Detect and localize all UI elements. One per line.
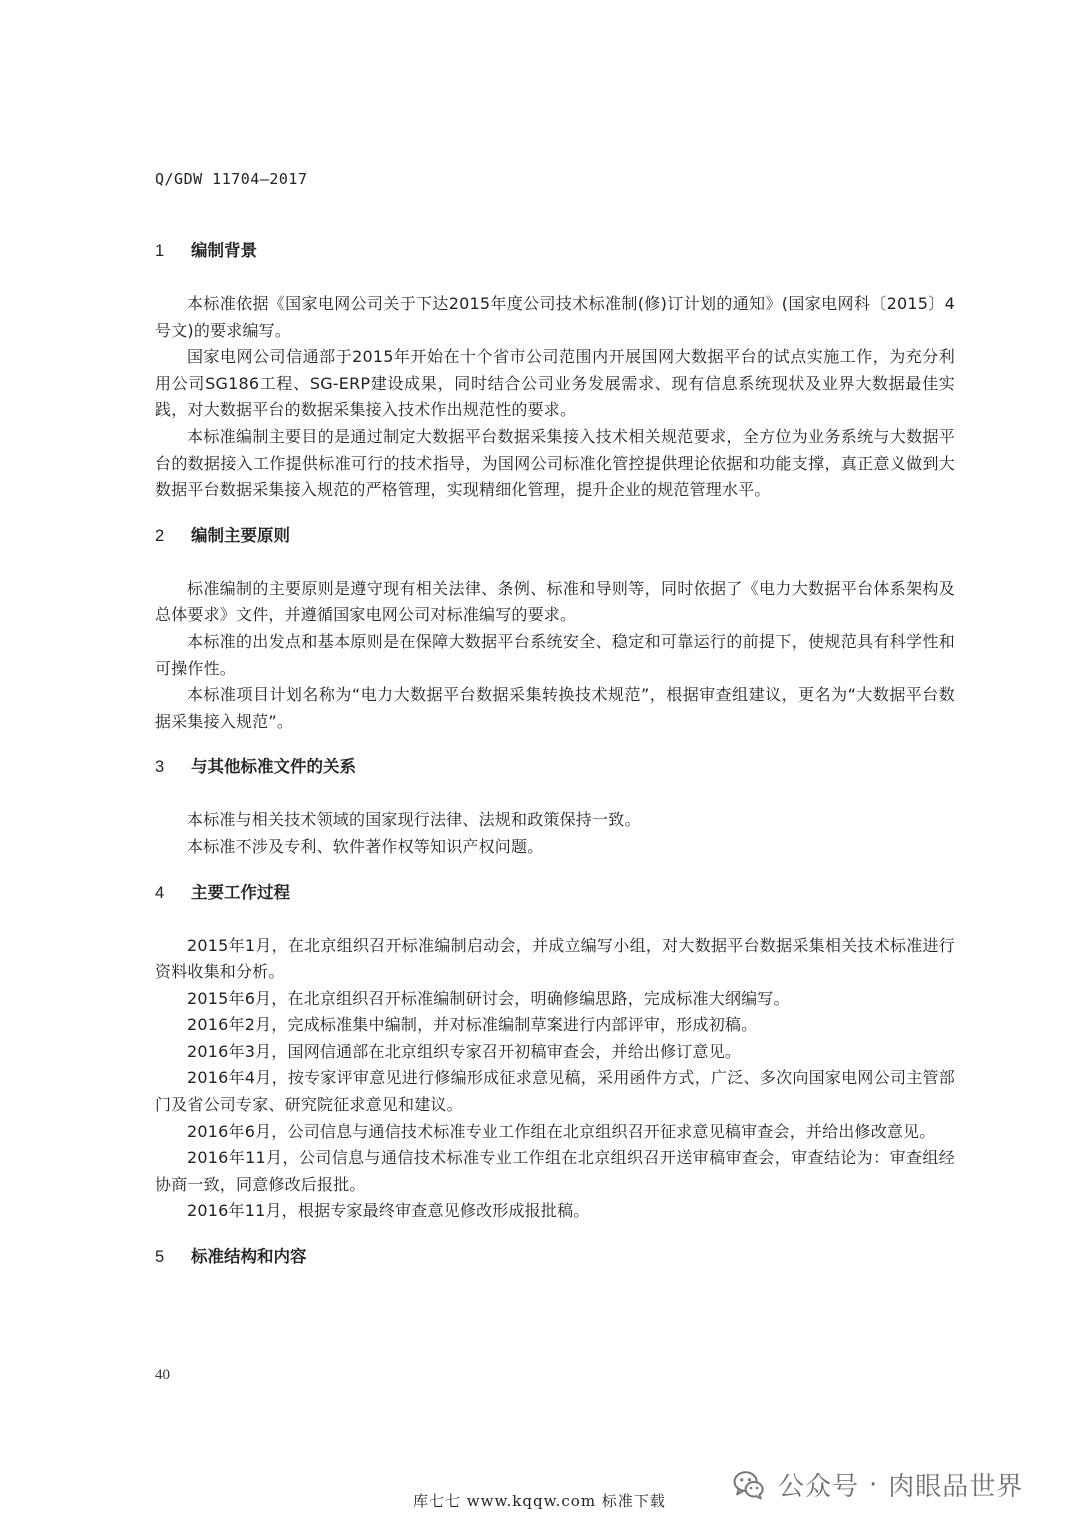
section-number: 2 xyxy=(155,526,165,545)
watermark-separator: · xyxy=(869,1469,879,1500)
document-code: Q/GDW 11704—2017 xyxy=(155,170,308,188)
section-heading xyxy=(155,879,955,907)
section-3 xyxy=(155,753,955,860)
section-title: 主要工作过程 xyxy=(191,882,290,902)
section-4 xyxy=(155,879,955,1226)
watermark-account: 肉眼品世界 xyxy=(888,1472,1024,1502)
section-5 xyxy=(155,1243,955,1271)
watermark-label: 公众号 xyxy=(778,1472,860,1502)
section-heading xyxy=(155,237,955,265)
section-number: 3 xyxy=(155,758,165,777)
paragraph: 本标准依据《国家电网公司关于下达2015年度公司技术标准制(修)订计划的通知》(国家电网科〔2015〕4号文)的要求编写。 xyxy=(155,294,955,340)
section-number: 1 xyxy=(155,242,165,260)
section-title: 编制背景 xyxy=(191,241,257,260)
section-number: 5 xyxy=(155,1248,165,1267)
wechat-watermark xyxy=(732,1466,1023,1503)
document-body xyxy=(155,237,955,1297)
page-number: 40 xyxy=(155,1367,170,1383)
section-title: 与其他标准文件的关系 xyxy=(191,757,356,777)
paragraph: 本标准的出发点和基本原则是在保障大数据平台系统安全、稳定和可靠运行的前提下，使规范具有科学性和可操作性。 xyxy=(155,631,955,678)
paragraph: 2015年6月，在北京组织召开标准编制研讨会，明确修编思路，完成标准大纲编写。 xyxy=(187,988,790,1008)
section-heading xyxy=(155,522,955,550)
paragraph: 本标准不涉及专利、软件著作权等知识产权问题。 xyxy=(187,836,544,856)
section-heading xyxy=(155,753,955,781)
paragraph: 本标准与相关技术领域的国家现行法律、法规和政策保持一致。 xyxy=(187,810,641,830)
section-2 xyxy=(155,522,955,736)
footer-site-text: 库七七 www.kqqw.com 标准下载 xyxy=(413,1492,666,1510)
paragraph: 2016年2月，完成标准集中编制，并对标准编制草案进行内部评审，形成初稿。 xyxy=(187,1015,758,1035)
section-title: 标准结构和内容 xyxy=(191,1247,307,1267)
paragraph: 2016年11月，根据专家最终审查意见修改形成报批稿。 xyxy=(187,1201,590,1221)
paragraph: 本标准项目计划名称为“电力大数据平台数据采集转换技术规范”，根据审查组建议，更名为“大数据平台数据采集接入规范”。 xyxy=(155,685,955,731)
paragraph: 2016年6月，公司信息与通信技术标准专业工作组在北京组织召开征求意见稿审查会，并给出修改意见。 xyxy=(187,1121,936,1141)
wechat-icon xyxy=(732,1468,766,1502)
section-number: 4 xyxy=(155,883,165,902)
section-heading xyxy=(155,1243,955,1271)
paragraph: 国家电网公司信通部于2015年开始在十个省市公司范围内开展国网大数据平台的试点实施工作，为充分利用公司SG186工程、SG-ERP建设成果，同时结合公司业务发展需求、现有信息系统现状及业界大数据最佳实践，对大数据平台的数据采集接入技术作出规范性的要求。 xyxy=(155,347,955,420)
section-title: 编制主要原则 xyxy=(191,525,290,545)
section-1 xyxy=(155,237,955,504)
paragraph: 2016年11月，公司信息与通信技术标准专业工作组在北京组织召开送审稿审查会，审查结论为：审查组经协商一致，同意修改后报批。 xyxy=(155,1148,955,1194)
paragraph: 本标准编制主要目的是通过制定大数据平台数据采集接入技术相关规范要求，全方位为业务系统与大数据平台的数据接入工作提供标准可行的技术指导，为国网公司标准化管控提供理论依据和功能支撑，真正意义做到大数据平台数据采集接入规范的严格管理，实现精细化管理，提升企业的规范管理水平。 xyxy=(155,426,955,500)
paragraph: 2015年1月，在北京组织召开标准编制启动会，并成立编写小组，对大数据平台数据采集相关技术标准进行资料收集和分析。 xyxy=(155,935,955,982)
paragraph: 2016年3月，国网信通部在北京组织专家召开初稿审查会，并给出修订意见。 xyxy=(187,1041,742,1061)
paragraph: 2016年4月，按专家评审意见进行修编形成征求意见稿，采用函件方式，广泛、多次向国家电网公司主管部门及省公司专家、研究院征求意见和建议。 xyxy=(155,1068,955,1115)
paragraph: 标准编制的主要原则是遵守现有相关法律、条例、标准和导则等，同时依据了《电力大数据平台体系架构及总体要求》文件，并遵循国家电网公司对标准编写的要求。 xyxy=(155,578,955,625)
